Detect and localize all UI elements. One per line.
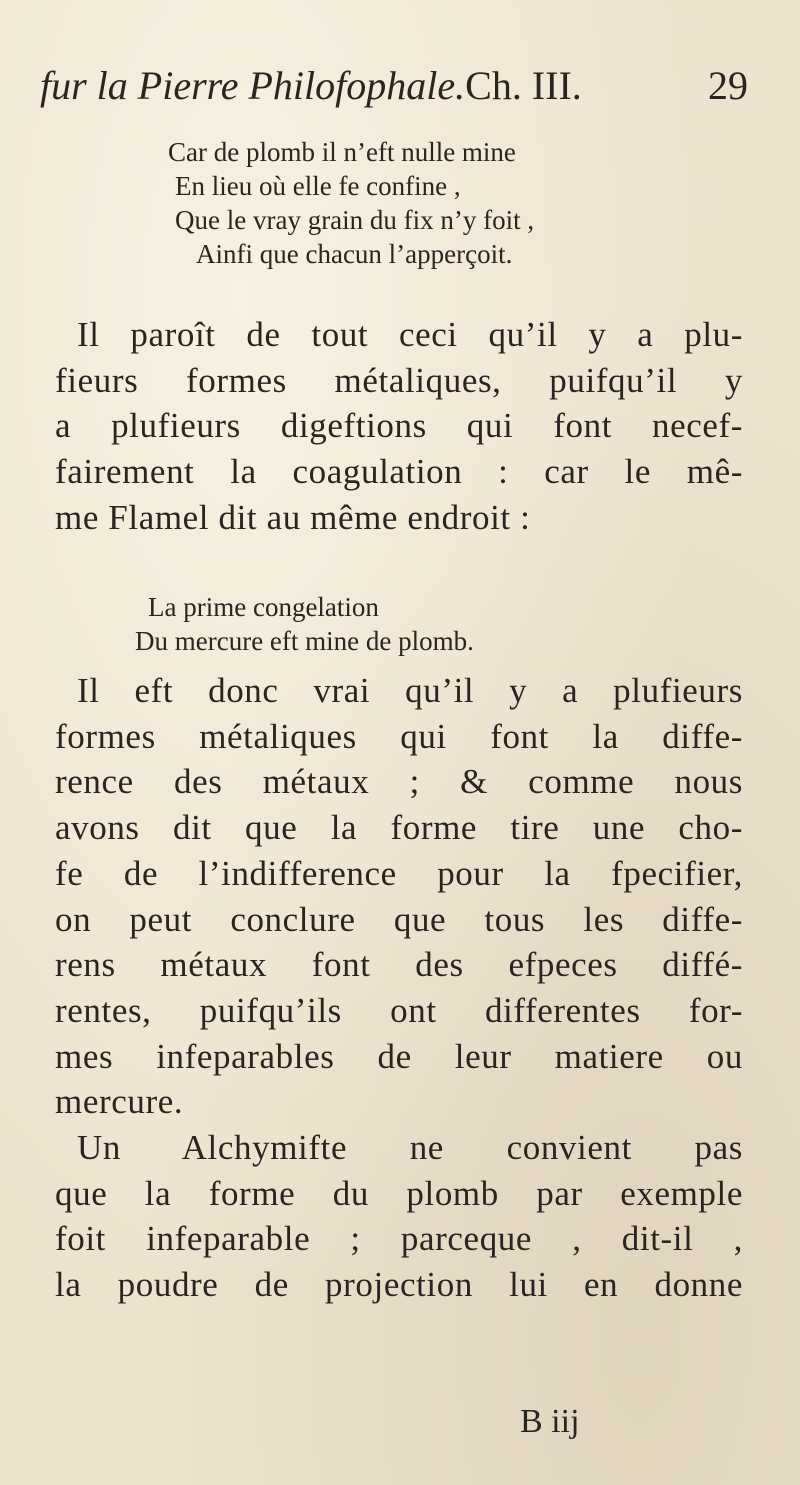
text-line: rence des métaux ; & comme nous [55, 762, 743, 802]
text-line: rens métaux font des efpeces diffé- [55, 945, 743, 985]
verse-line: Que le vray grain du fix n’y foit , [175, 205, 535, 235]
text-line: mes infeparables de leur matiere ou [55, 1036, 743, 1076]
text-line: me Flamel dit au même endroit : [55, 497, 531, 537]
text-line: que la forme du plomb par exemple [55, 1173, 743, 1213]
paragraph-1 [55, 312, 743, 541]
page-number: 29 [708, 63, 748, 108]
verse-line: La prime congelation [148, 592, 379, 622]
text-line: fairement la coagulation : car le mê- [55, 452, 743, 492]
text-line: foit infeparable ; parceque , dit-il , [55, 1219, 743, 1259]
text-line: formes métaliques qui font la diffe- [55, 716, 743, 756]
text-line: fieurs formes métaliques, puifqu’il y [55, 360, 743, 400]
chapter-label: Ch. III. [465, 63, 582, 108]
text-line: a plufieurs digeftions qui font necef- [55, 406, 743, 446]
text-line: Il paroît de tout ceci qu’il y a plu- [77, 315, 743, 354]
paragraph-2 [55, 668, 743, 1308]
verse-line: Ainfi que chacun l’apperçoit. [196, 239, 513, 269]
text-line: Un Alchymifte ne convient pas [77, 1128, 743, 1168]
text-line: Il eft donc vrai qu’il y a plufieurs [77, 671, 743, 710]
text-line: on peut conclure que tous les diffe- [55, 899, 743, 939]
text-line: fe de l’indifference pour la fpecifier, [55, 853, 743, 893]
text-line: mercure. [55, 1082, 184, 1122]
verse-line: En lieu où elle fe confine , [175, 171, 461, 201]
verse-quotation-2 [0, 590, 800, 658]
text-line: rentes, puifqu’ils ont differentes for- [55, 990, 743, 1030]
text-line: avons dit que la forme tire une cho- [55, 808, 743, 848]
text-line: la poudre de projection lui en donne [55, 1265, 743, 1305]
verse-line: Du mercure eft mine de plomb. [135, 626, 474, 656]
signature-mark: B iij [520, 1403, 580, 1440]
running-title: fur la Pierre Philofophale. [40, 63, 466, 108]
verse-quotation-1 [0, 135, 800, 271]
verse-line: Car de plomb il n’eft nulle mine [168, 137, 516, 167]
page-header [40, 62, 760, 110]
